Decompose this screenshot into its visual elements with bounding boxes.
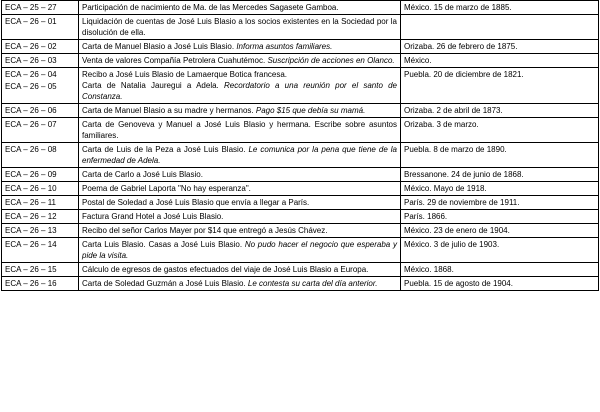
record-description-cell bbox=[79, 15, 401, 40]
record-description-cell bbox=[79, 118, 401, 143]
description-text: Liquidación de cuentas de José Luis Blasio a los socios existentes en la Sociedad por la disolución de ella. bbox=[82, 17, 397, 37]
record-date: México. 23 de enero de 1904. bbox=[404, 226, 510, 235]
table-row bbox=[2, 104, 599, 118]
record-code: ECA – 26 – 01 bbox=[5, 17, 57, 26]
record-date: México. 15 de marzo de 1885. bbox=[404, 3, 512, 12]
record-description-cell bbox=[79, 263, 401, 277]
record-description bbox=[82, 55, 397, 66]
description-note: Recordatorio a una reunión por el santo de Constanza. bbox=[82, 81, 398, 101]
record-date: Orizaba. 3 de marzo. bbox=[404, 120, 479, 129]
record-description bbox=[82, 197, 397, 208]
record-date-cell bbox=[401, 118, 599, 143]
record-date: Puebla. 15 de agosto de 1904. bbox=[404, 279, 513, 288]
table-row bbox=[2, 68, 599, 104]
table-row bbox=[2, 118, 599, 143]
record-code-cell bbox=[2, 238, 79, 263]
record-date-cell bbox=[401, 263, 599, 277]
record-date: Orizaba. 26 de febrero de 1875. bbox=[404, 42, 518, 51]
record-code-cell bbox=[2, 168, 79, 182]
description-note: Le contesta su carta del día anterior. bbox=[247, 279, 378, 288]
description-note: Le comunica por la pena que tiene de la enfermedad de Adela. bbox=[82, 145, 397, 165]
description-note: Informa asuntos familiares. bbox=[236, 42, 333, 51]
record-date-cell bbox=[401, 210, 599, 224]
record-description bbox=[82, 264, 397, 275]
record-code: ECA – 26 – 13 bbox=[5, 226, 57, 235]
record-description-cell bbox=[79, 143, 401, 168]
description-text: Factura Grand Hotel a José Luis Blasio. bbox=[82, 212, 224, 221]
record-code-cell bbox=[2, 1, 79, 15]
record-code-cell bbox=[2, 68, 79, 104]
record-code-cell bbox=[2, 277, 79, 291]
table-row bbox=[2, 238, 599, 263]
record-code-cell bbox=[2, 40, 79, 54]
record-code: ECA – 26 – 08 bbox=[5, 145, 57, 154]
description-text: Participación de nacimiento de Ma. de las Mercedes Sagasete Gamboa. bbox=[82, 3, 339, 12]
record-code-cell bbox=[2, 104, 79, 118]
record-date: Puebla. 8 de marzo de 1890. bbox=[404, 145, 507, 154]
record-date-cell bbox=[401, 1, 599, 15]
record-code-cell bbox=[2, 210, 79, 224]
record-description-cell bbox=[79, 182, 401, 196]
description-note: Pago $15 que debía su mamá. bbox=[255, 106, 366, 115]
record-date: Puebla. 20 de diciembre de 1821. bbox=[404, 70, 524, 79]
description-note: No pudo hacer el negocio que esperaba y pide la visita. bbox=[82, 240, 397, 260]
record-description bbox=[82, 144, 397, 166]
record-code: ECA – 26 – 05 bbox=[5, 82, 57, 91]
table-row bbox=[2, 15, 599, 40]
table-row bbox=[2, 168, 599, 182]
record-description bbox=[82, 80, 397, 102]
record-code: ECA – 26 – 06 bbox=[5, 106, 57, 115]
table-row bbox=[2, 40, 599, 54]
record-description bbox=[82, 105, 397, 116]
record-date-cell bbox=[401, 54, 599, 68]
record-date: Orizaba. 2 de abril de 1873. bbox=[404, 106, 503, 115]
record-description bbox=[82, 225, 397, 236]
table-row bbox=[2, 263, 599, 277]
record-code: ECA – 26 – 15 bbox=[5, 265, 57, 274]
record-date-cell bbox=[401, 168, 599, 182]
record-description-cell bbox=[79, 238, 401, 263]
record-code-cell bbox=[2, 118, 79, 143]
record-description bbox=[82, 211, 397, 222]
record-code-cell bbox=[2, 182, 79, 196]
record-code: ECA – 25 – 27 bbox=[5, 3, 57, 12]
record-description-cell bbox=[79, 210, 401, 224]
table-row bbox=[2, 210, 599, 224]
record-description-cell bbox=[79, 104, 401, 118]
record-date: México. 1868. bbox=[404, 265, 454, 274]
catalog-body bbox=[2, 1, 599, 291]
table-row bbox=[2, 54, 599, 68]
record-code: ECA – 26 – 12 bbox=[5, 212, 57, 221]
record-date: Bressanone. 24 de junio de 1868. bbox=[404, 170, 524, 179]
record-date: París. 29 de noviembre de 1911. bbox=[404, 198, 520, 207]
record-description-cell bbox=[79, 168, 401, 182]
record-date-cell bbox=[401, 40, 599, 54]
record-date-cell bbox=[401, 224, 599, 238]
description-text: Carta de Manuel Blasio a José Luis Blasio. bbox=[82, 42, 237, 51]
table-row bbox=[2, 196, 599, 210]
description-text: Postal de Soledad a José Luis Blasio que envía a llegar a París. bbox=[82, 198, 310, 207]
record-code: ECA – 26 – 14 bbox=[5, 240, 57, 249]
record-code: ECA – 26 – 11 bbox=[5, 198, 56, 207]
record-date-cell bbox=[401, 15, 599, 40]
record-code: ECA – 26 – 04 bbox=[5, 70, 57, 79]
description-text: Carta de Luis de la Peza a José Luis Blasio. bbox=[82, 145, 249, 154]
record-date: México. Mayo de 1918. bbox=[404, 184, 487, 193]
description-text: Recibo a José Luis Blasio de Lamaerque Botica francesa. bbox=[82, 70, 288, 79]
record-date: París. 1866. bbox=[404, 212, 448, 221]
catalog-table bbox=[1, 0, 599, 291]
description-text: Carta de Carlo a José Luis Blasio. bbox=[82, 170, 203, 179]
record-description bbox=[82, 169, 397, 180]
description-text: Carta de Natalia Jauregui a Adela. bbox=[82, 81, 224, 90]
description-text: Venta de valores Compañía Petrolera Cuahutémoc. bbox=[82, 56, 268, 65]
record-date: México. 3 de julio de 1903. bbox=[404, 240, 500, 249]
record-code-cell bbox=[2, 224, 79, 238]
record-date: México. bbox=[404, 56, 432, 65]
table-row bbox=[2, 143, 599, 168]
record-description bbox=[82, 16, 397, 38]
record-code: ECA – 26 – 03 bbox=[5, 56, 57, 65]
record-description bbox=[82, 239, 397, 261]
record-description-cell bbox=[79, 1, 401, 15]
record-description-cell bbox=[79, 68, 401, 104]
description-note: Suscripción de acciones en Olanco. bbox=[267, 56, 395, 65]
record-description-cell bbox=[79, 224, 401, 238]
record-description bbox=[82, 183, 397, 194]
record-code: ECA – 26 – 09 bbox=[5, 170, 57, 179]
record-code-cell bbox=[2, 54, 79, 68]
record-date-cell bbox=[401, 68, 599, 104]
record-date-cell bbox=[401, 277, 599, 291]
record-date-cell bbox=[401, 182, 599, 196]
record-description bbox=[82, 278, 397, 289]
record-description bbox=[82, 2, 397, 13]
description-text: Poema de Gabriel Laporta "No hay esperanza". bbox=[82, 184, 251, 193]
record-code: ECA – 26 – 16 bbox=[5, 279, 57, 288]
description-text: Recibo del señor Carlos Mayer por $14 que entregó a Jesús Chávez. bbox=[82, 226, 328, 235]
record-code: ECA – 26 – 02 bbox=[5, 42, 57, 51]
table-row bbox=[2, 277, 599, 291]
record-description bbox=[82, 69, 397, 80]
record-code: ECA – 26 – 07 bbox=[5, 120, 57, 129]
record-code-cell bbox=[2, 15, 79, 40]
table-row bbox=[2, 224, 599, 238]
description-text: Carta Luis Blasio. Casas a José Luis Blasio. bbox=[82, 240, 245, 249]
record-description-cell bbox=[79, 54, 401, 68]
description-text: Cálculo de egresos de gastos efectuados del viaje de José Luis Blasio a Europa. bbox=[82, 265, 369, 274]
record-description-cell bbox=[79, 277, 401, 291]
description-text: Carta de Soledad Guzmán a José Luis Blasio. bbox=[82, 279, 248, 288]
record-date-cell bbox=[401, 238, 599, 263]
record-description bbox=[82, 119, 397, 141]
record-code-cell bbox=[2, 143, 79, 168]
table-row bbox=[2, 1, 599, 15]
description-text: Carta de Manuel Blasio a su madre y hermanos. bbox=[82, 106, 256, 115]
record-code-cell bbox=[2, 196, 79, 210]
record-description bbox=[82, 41, 397, 52]
description-text: Carta de Genoveva y Manuel a José Luis Blasio y hermana. Escribe sobre asuntos familiares. bbox=[82, 120, 397, 140]
record-date-cell bbox=[401, 104, 599, 118]
record-description-cell bbox=[79, 196, 401, 210]
record-code: ECA – 26 – 10 bbox=[5, 184, 57, 193]
record-code-cell bbox=[2, 263, 79, 277]
record-description-cell bbox=[79, 40, 401, 54]
record-date-cell bbox=[401, 196, 599, 210]
record-date-cell bbox=[401, 143, 599, 168]
table-row bbox=[2, 182, 599, 196]
